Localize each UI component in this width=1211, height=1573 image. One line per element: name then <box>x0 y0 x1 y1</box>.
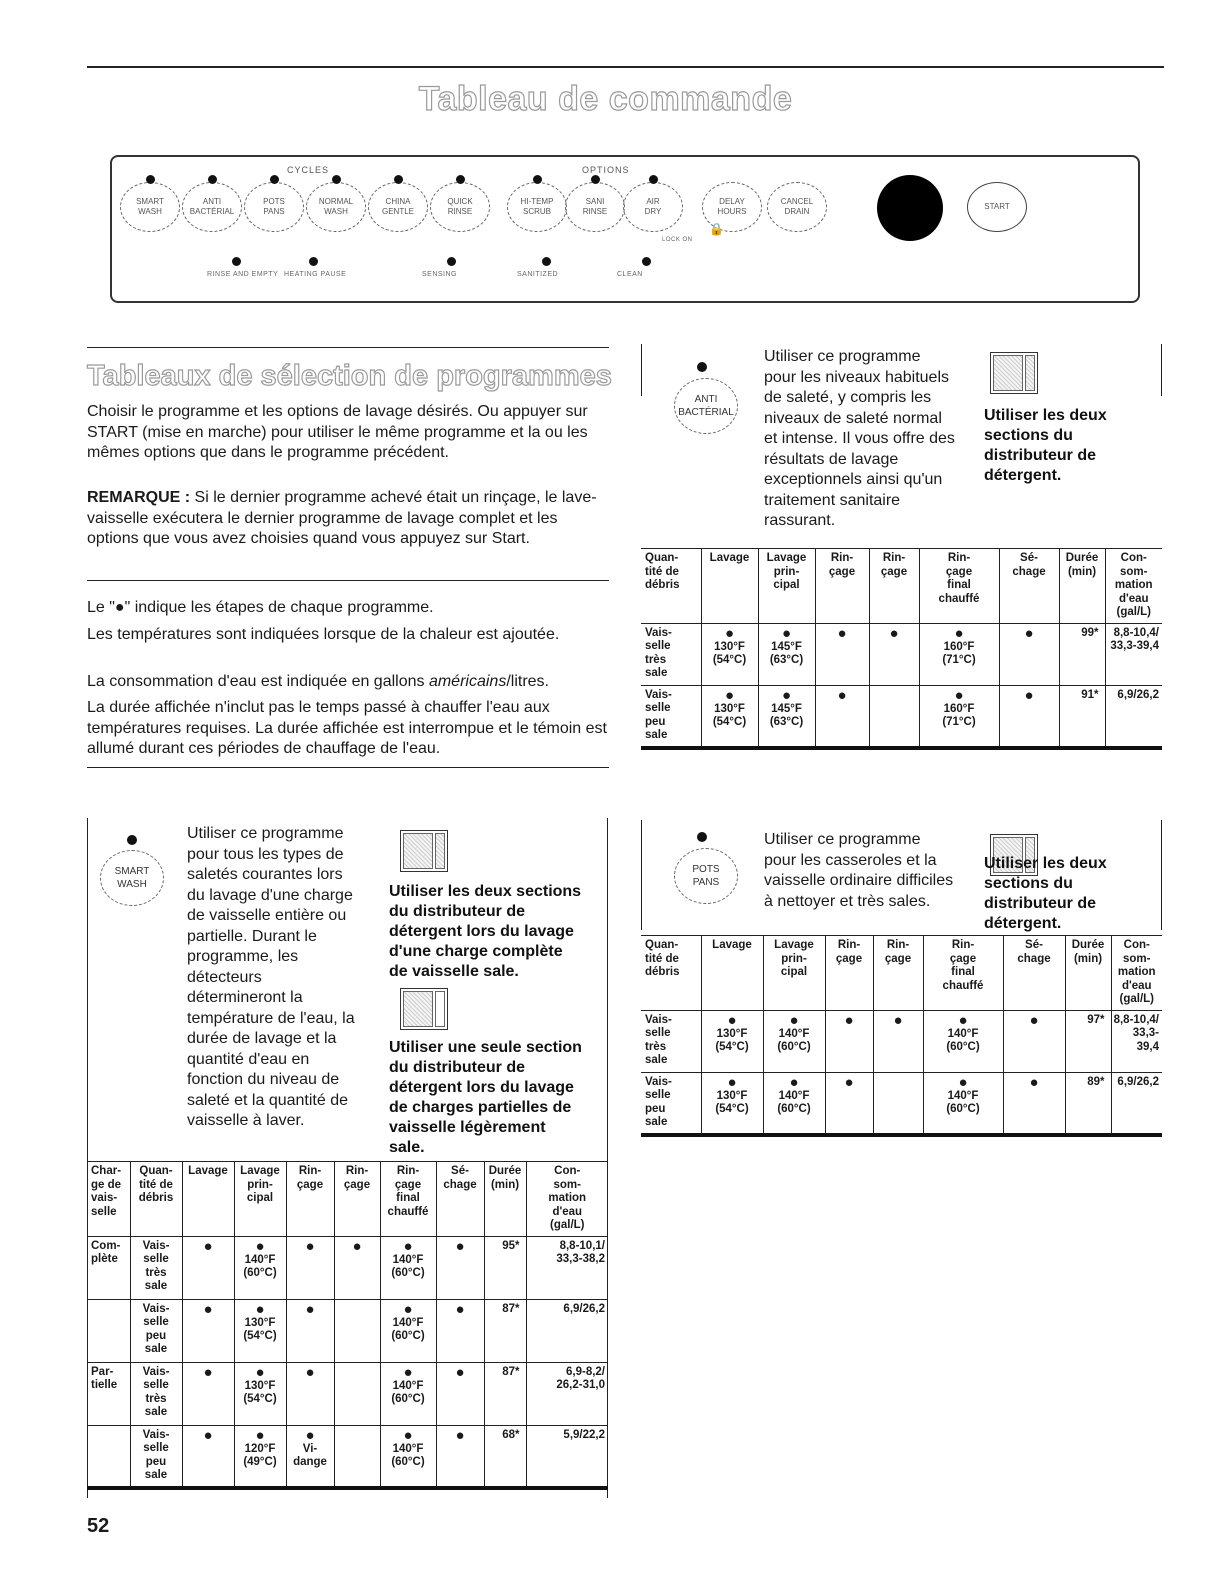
pots-pans-led <box>270 175 279 184</box>
sensing-led <box>447 257 456 266</box>
step-dot-icon: ● <box>724 686 735 704</box>
anti-bacterial-description: Utiliser ce programme pour les niveaux habituels de saleté, y compris les niveaux de saleté normal et intense. Il vous offre des résultats de lavage exceptionnels ainsi qu'un traitement sanitaire rassurant. <box>764 348 955 529</box>
china-gentle-led <box>394 175 403 184</box>
cell-time: 91* <box>1059 685 1105 748</box>
step-dot-icon: ● <box>789 1011 799 1029</box>
status-display <box>877 175 943 241</box>
step-dot-icon: ● <box>455 1426 465 1444</box>
cell-rinse-2 <box>334 1425 380 1488</box>
step-dot-icon: ● <box>305 1363 315 1381</box>
cell-rinse-1 <box>825 1072 873 1135</box>
step-dot-icon: ● <box>954 686 964 704</box>
step-dot-icon: ● <box>954 624 964 642</box>
cell-time: 99* <box>1059 623 1105 685</box>
step-dot-icon: ● <box>455 1237 465 1255</box>
anti-bacterial-note: Utiliser les deux sections du distributeur de détergent. <box>984 407 1107 484</box>
anti-bacterial-border-right <box>1161 344 1162 396</box>
cell-main-wash: ● 120°F (49°C) <box>234 1425 286 1488</box>
header-water: Con- som- mation d'eau (gal/L) <box>1111 936 1162 1011</box>
cell-time: 87* <box>484 1299 526 1362</box>
header-wash: Lavage <box>182 1162 234 1237</box>
header-rinse-1: Rin- çage <box>825 936 873 1011</box>
cancel-drain-button[interactable]: CANCEL DRAIN <box>767 182 827 232</box>
step-dot-icon: ● <box>837 624 847 642</box>
top-rule <box>87 66 1164 68</box>
anti-bacterial-border-left <box>641 344 642 396</box>
cycles-label: CYCLES <box>287 165 330 175</box>
cell-rinse-2 <box>334 1299 380 1362</box>
header-main-wash: Lavage prin- cipal <box>758 549 815 624</box>
cell-water: 6,9/26,2 <box>1105 685 1162 748</box>
step-dot-icon: ● <box>255 1237 265 1255</box>
header-rinse-2: Rin- çage <box>869 549 919 624</box>
cell-rinse-1 <box>825 1010 873 1072</box>
cell-wash <box>182 1299 234 1362</box>
lock-label: LOCK ON <box>662 237 693 243</box>
sani-rinse-led <box>591 175 600 184</box>
cell-rinse-1 <box>286 1299 334 1362</box>
cell-rinse-2 <box>873 1010 923 1072</box>
dispenser-one-icon <box>400 988 448 1030</box>
cell-final-rinse: ● 140°F (60°C) <box>380 1425 436 1488</box>
cell-final-rinse: ● 140°F (60°C) <box>380 1299 436 1362</box>
cell-soil: Vais- selle peu sale <box>130 1299 182 1362</box>
step-dot-icon: ● <box>403 1363 413 1381</box>
header-main-wash: Lavage prin- cipal <box>234 1162 286 1237</box>
cell-water: 8,8-10,4/ 33,3-39,4 <box>1105 623 1162 685</box>
step-dot-icon: ● <box>727 1011 737 1029</box>
cell-soil: Vais- selle très sale <box>641 1010 701 1072</box>
cell-rinse-2 <box>869 623 919 685</box>
remark-label: REMARQUE : <box>87 489 191 506</box>
step-dot-icon: ● <box>1024 686 1034 704</box>
cell-main-wash: ● 145°F (63°C) <box>758 685 815 748</box>
smart-wash-led <box>146 175 155 184</box>
step-dot-icon: ● <box>255 1300 265 1318</box>
step-dot-icon: ● <box>789 1073 799 1091</box>
normal-wash-led <box>332 175 341 184</box>
sanitized-led <box>542 257 551 266</box>
sanitized-indicator-label: SANITIZED <box>517 271 559 278</box>
step-dot-icon: ● <box>305 1426 315 1444</box>
anti-bacterial-icon: ANTI BACTÉRIAL <box>674 378 738 434</box>
cell-dry <box>999 685 1059 748</box>
step-dot-icon: ● <box>203 1237 213 1255</box>
table-header-row <box>87 1162 608 1237</box>
cell-main-wash: ● 130°F (54°C) <box>234 1299 286 1362</box>
clean-led <box>642 257 651 266</box>
hi-temp-scrub-button[interactable]: HI-TEMP SCRUB <box>507 182 567 232</box>
water-text: La consommation d'eau est indiquée en gallons américains/litres. <box>87 673 549 690</box>
header-final-rinse: Rin- çage final chauffé <box>923 936 1003 1011</box>
china-gentle-button[interactable]: CHINA GENTLE <box>368 182 428 232</box>
pots-pans-icon: POTS PANS <box>674 848 738 904</box>
air-dry-led <box>649 175 658 184</box>
header-dry: Sé- chage <box>1003 936 1065 1011</box>
table-row <box>641 623 1162 685</box>
cell-wash: ● 130°F (54°C) <box>701 685 758 748</box>
header-soil: Quan- tité de débris <box>641 936 701 1011</box>
cell-soil: Vais- selle peu sale <box>130 1425 182 1488</box>
normal-wash-button[interactable]: NORMAL WASH <box>306 182 366 232</box>
step-dot-icon: ● <box>889 624 899 642</box>
smart-wash-table <box>87 1161 608 1490</box>
header-rinse-1: Rin- çage <box>286 1162 334 1237</box>
dispenser-both-icon <box>400 830 448 872</box>
header-time: Durée (min) <box>484 1162 526 1237</box>
sani-rinse-button[interactable]: SANI RINSE <box>565 182 625 232</box>
table-header-row <box>641 936 1162 1011</box>
cell-rinse-2 <box>869 685 919 748</box>
header-rinse-2: Rin- çage <box>334 1162 380 1237</box>
step-dot-icon: ● <box>958 1073 968 1091</box>
header-time: Durée (min) <box>1059 549 1105 624</box>
cell-soil: Vais- selle très sale <box>130 1362 182 1425</box>
intro-rule <box>87 580 609 581</box>
smart-wash-note-both: Utiliser les deux sections du distributeur de détergent lors du lavage d'une charge complète de vaisselle sale. <box>389 883 582 980</box>
table-row <box>641 685 1162 748</box>
step-dot-icon: ● <box>844 1011 854 1029</box>
cell-charge <box>87 1425 130 1488</box>
cell-main-wash: ● 130°F (54°C) <box>234 1362 286 1425</box>
cell-dry <box>436 1362 484 1425</box>
cell-main-wash: ● 140°F (60°C) <box>234 1236 286 1299</box>
heating-pause-indicator-label: HEATING PAUSE <box>284 271 347 278</box>
hi-temp-scrub-led <box>533 175 542 184</box>
page-number: 52 <box>87 1515 110 1537</box>
step-dot-icon: ● <box>403 1237 413 1255</box>
step-dot-icon: ● <box>781 686 792 704</box>
step-dot-icon: ● <box>403 1426 413 1444</box>
table-header-row <box>641 549 1162 624</box>
legend-text: Le "●" indique les étapes de chaque programme. <box>87 599 434 616</box>
options-label: OPTIONS <box>582 165 630 175</box>
cell-dry <box>436 1299 484 1362</box>
step-dot-icon: ● <box>352 1237 362 1255</box>
cell-final-rinse: ● 160°F (71°C) <box>919 685 999 748</box>
rinse-and-empty-indicator-label: RINSE AND EMPTY <box>207 271 279 278</box>
page-title: Tableau de commande <box>418 80 793 118</box>
intro-paragraph: Choisir le programme et les options de lavage désirés. Ou appuyer sur START (mise en marche) pour utiliser le même programme et la ou les mêmes options que dans le programme précédent. <box>87 403 588 461</box>
cell-water: 8,8-10,4/ 33,3-39,4 <box>1111 1010 1162 1072</box>
step-dot-icon: ● <box>455 1300 465 1318</box>
cell-rinse-1 <box>286 1236 334 1299</box>
header-dry: Sé- chage <box>436 1162 484 1237</box>
anti-bacterial-led <box>208 175 217 184</box>
cell-wash <box>182 1362 234 1425</box>
rinse-and-empty-led <box>232 257 241 266</box>
section-rule-top <box>87 347 609 348</box>
smart-wash-note-one: Utiliser une seule section du distributeur de détergent lors du lavage de charges partielles de vaisselle légèrement sale. <box>389 1039 582 1156</box>
cell-main-wash: ● 140°F (60°C) <box>763 1072 825 1135</box>
cell-final-rinse: ● 140°F (60°C) <box>923 1072 1003 1135</box>
header-time: Durée (min) <box>1065 936 1111 1011</box>
smart-wash-description: Utiliser ce programme pour tous les types de saletés courantes lors du lavage d'une charge de vaisselle entière ou partielle. Durant le programme, les détecteurs détermineront la température de l'eau, la durée de lavage et la quantité d'eau en fonction du niveau de saleté et la quantité de vaisselle à laver. <box>187 825 355 1129</box>
cell-soil: Vais- selle très sale <box>641 623 701 685</box>
remark-text: Si le dernier programme achevé était un rinçage, le lave-vaisselle exécutera le dernier programme de lavage complet et les options que vous avez choisies quand vous appuyez sur Start. <box>87 489 597 547</box>
pots-pans-description: Utiliser ce programme pour les casseroles et la vaisselle ordinaire difficiles à nettoyer et très sales. <box>764 831 954 910</box>
cell-main-wash: ● 145°F (63°C) <box>758 623 815 685</box>
pots-pans-note: Utiliser les deux sections du distributeur de détergent. <box>984 855 1107 932</box>
cell-main-wash: ● 140°F (60°C) <box>763 1010 825 1072</box>
smart-wash-icon: SMART WASH <box>100 850 164 906</box>
temperature-text: Les températures sont indiquées lorsque de la chaleur est ajoutée. <box>87 626 560 643</box>
cell-water: 6,9-8,2/ 26,2-31,0 <box>526 1362 608 1425</box>
sensing-indicator-label: SENSING <box>422 271 458 278</box>
smart-wash-led <box>127 835 137 845</box>
step-dot-icon: ● <box>727 1073 737 1091</box>
header-water: Con- som- mation d'eau (gal/L) <box>526 1162 608 1237</box>
step-dot-icon: ● <box>1029 1073 1039 1091</box>
remark-paragraph <box>87 488 609 550</box>
step-dot-icon: ● <box>1024 624 1034 642</box>
table-row <box>87 1236 608 1299</box>
cell-rinse-2 <box>334 1362 380 1425</box>
step-dot-icon: ● <box>1029 1011 1039 1029</box>
pots-pans-button[interactable]: POTS PANS <box>244 182 304 232</box>
cell-time: 68* <box>484 1425 526 1488</box>
pots-pans-table <box>641 935 1162 1137</box>
table-row <box>87 1362 608 1425</box>
cell-final-rinse: ● 140°F (60°C) <box>923 1010 1003 1072</box>
header-final-rinse: Rin- çage final chauffé <box>380 1162 436 1237</box>
cell-water: 6,9/26,2 <box>526 1299 608 1362</box>
step-dot-icon: ● <box>203 1426 213 1444</box>
step-dot-icon: ● <box>305 1300 315 1318</box>
pots-pans-border-left <box>641 820 642 930</box>
cell-wash: ● 130°F (54°C) <box>701 1072 763 1135</box>
header-soil: Quan- tité de débris <box>130 1162 182 1237</box>
step-dot-icon: ● <box>255 1426 265 1444</box>
quick-rinse-led <box>456 175 465 184</box>
heating-pause-led <box>309 257 318 266</box>
cell-final-rinse: ● 140°F (60°C) <box>380 1362 436 1425</box>
step-dot-icon: ● <box>403 1300 413 1318</box>
header-dry: Sé- chage <box>999 549 1059 624</box>
cell-dry <box>436 1236 484 1299</box>
anti-bacterial-button[interactable]: ANTI BACTÉRIAL <box>182 182 242 232</box>
cell-charge: Com- plète <box>87 1236 130 1299</box>
cell-rinse-2 <box>873 1072 923 1135</box>
smart-wash-button[interactable]: SMART WASH <box>120 182 180 232</box>
lock-icon: 🔒 <box>709 222 724 236</box>
control-panel <box>110 155 1140 303</box>
cell-charge <box>87 1299 130 1362</box>
cell-wash: ● 130°F (54°C) <box>701 623 758 685</box>
delay-hours-button[interactable]: DELAY HOURS <box>702 182 762 232</box>
cell-water: 6,9/26,2 <box>1111 1072 1162 1135</box>
step-dot-icon: ● <box>724 624 735 642</box>
header-wash: Lavage <box>701 936 763 1011</box>
cell-dry <box>1003 1072 1065 1135</box>
cell-final-rinse: ● 160°F (71°C) <box>919 623 999 685</box>
step-dot-icon: ● <box>837 686 847 704</box>
section-title: Tableaux de sélection de programmes <box>87 360 612 392</box>
pots-pans-led <box>697 832 707 842</box>
cell-charge: Par- tielle <box>87 1362 130 1425</box>
header-soil: Quan- tité de débris <box>641 549 701 624</box>
anti-bacterial-led <box>697 362 707 372</box>
cell-soil: Vais- selle peu sale <box>641 1072 701 1135</box>
cell-dry <box>999 623 1059 685</box>
step-dot-icon: ● <box>203 1363 213 1381</box>
cell-time: 89* <box>1065 1072 1111 1135</box>
cell-rinse-1 <box>815 623 869 685</box>
cell-rinse-1 <box>815 685 869 748</box>
header-water: Con- som- mation d'eau (gal/L) <box>1105 549 1162 624</box>
duration-text: La durée affichée n'inclut pas le temps passé à chauffer l'eau aux températures requises. La durée affichée est interrompue et le témoin est allumé durant ces périodes de chauffage de l'eau. <box>87 699 607 757</box>
cell-dry <box>436 1425 484 1488</box>
cell-soil: Vais- selle très sale <box>130 1236 182 1299</box>
cell-water: 8,8-10,1/ 33,3-38,2 <box>526 1236 608 1299</box>
cell-rinse-2 <box>334 1236 380 1299</box>
cell-time: 87* <box>484 1362 526 1425</box>
intro-rule-bottom <box>87 767 609 768</box>
step-dot-icon: ● <box>305 1237 315 1255</box>
step-dot-icon: ● <box>958 1011 968 1029</box>
table-row <box>87 1425 608 1488</box>
header-final-rinse: Rin- çage final chauffé <box>919 549 999 624</box>
header-charge: Char- ge de vais- selle <box>87 1162 130 1237</box>
table-row <box>87 1299 608 1362</box>
pots-pans-border-right <box>1161 820 1162 930</box>
cell-wash <box>182 1425 234 1488</box>
cell-water: 5,9/22,2 <box>526 1425 608 1488</box>
cell-dry <box>1003 1010 1065 1072</box>
header-wash: Lavage <box>701 549 758 624</box>
air-dry-button[interactable]: AIR DRY <box>623 182 683 232</box>
step-dot-icon: ● <box>255 1363 265 1381</box>
cell-wash <box>182 1236 234 1299</box>
cell-time: 97* <box>1065 1010 1111 1072</box>
step-dot-icon: ● <box>893 1011 903 1029</box>
cell-rinse-1: ● Vi- dange <box>286 1425 334 1488</box>
table-row <box>641 1072 1162 1135</box>
header-rinse-1: Rin- çage <box>815 549 869 624</box>
start-button[interactable]: START <box>967 182 1027 232</box>
clean-indicator-label: CLEAN <box>617 271 643 278</box>
cell-rinse-1 <box>286 1362 334 1425</box>
dispenser-both-icon <box>990 352 1038 394</box>
step-dot-icon: ● <box>781 624 792 642</box>
cell-wash: ● 130°F (54°C) <box>701 1010 763 1072</box>
cell-soil: Vais- selle peu sale <box>641 685 701 748</box>
header-main-wash: Lavage prin- cipal <box>763 936 825 1011</box>
table-row <box>641 1010 1162 1072</box>
header-rinse-2: Rin- çage <box>873 936 923 1011</box>
step-dot-icon: ● <box>844 1073 854 1091</box>
cell-time: 95* <box>484 1236 526 1299</box>
anti-bacterial-table <box>641 548 1162 750</box>
cell-final-rinse: ● 140°F (60°C) <box>380 1236 436 1299</box>
quick-rinse-button[interactable]: QUICK RINSE <box>430 182 490 232</box>
step-dot-icon: ● <box>203 1300 213 1318</box>
step-dot-icon: ● <box>455 1363 465 1381</box>
